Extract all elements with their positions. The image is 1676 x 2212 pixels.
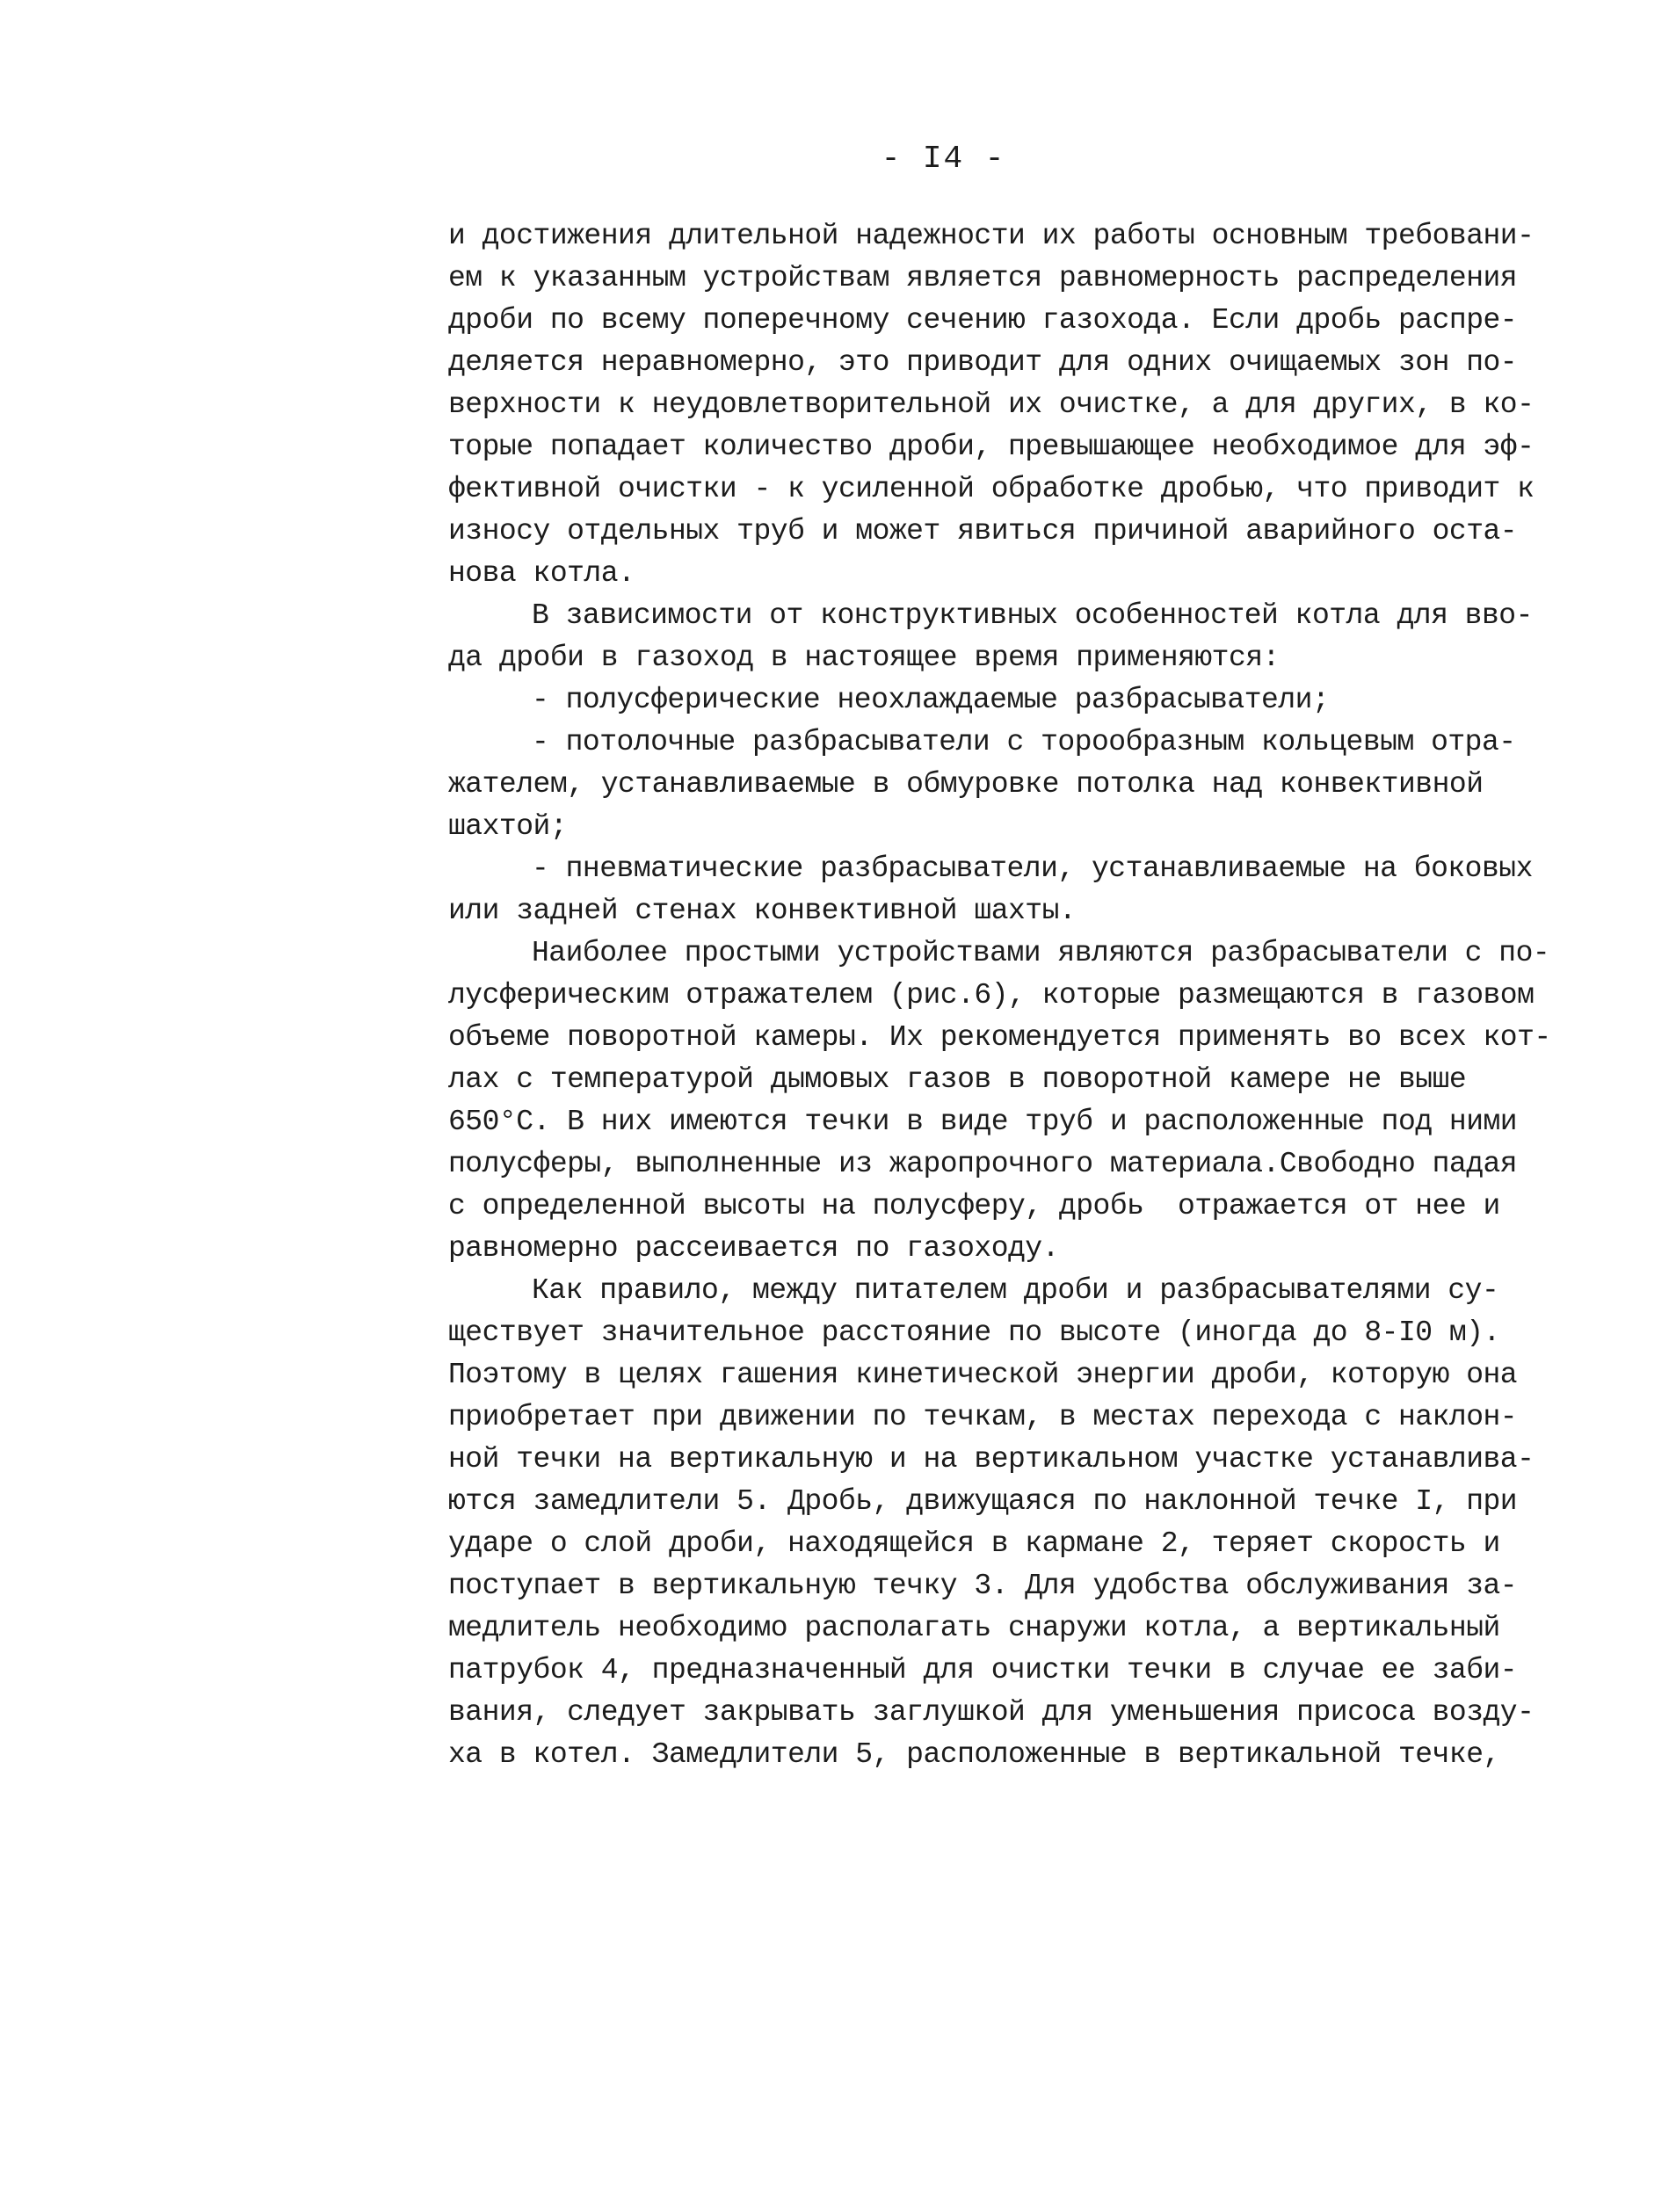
text-line: дроби по всему поперечному сечению газохода. Если дробь распре- xyxy=(448,304,1518,337)
text-line: 650°С. В них имеются течки в виде труб и расположенные под ними xyxy=(448,1106,1518,1138)
text-line: полусферы, выполненные из жаропрочного материала.Свободно падая xyxy=(448,1148,1518,1180)
text-line: В зависимости от конструктивных особенностей котла для вво- xyxy=(532,599,1533,632)
text-line: деляется неравномерно, это приводит для одних очищаемых зон по- xyxy=(448,346,1518,379)
text-line: жателем, устанавливаемые в обмуровке потолка над конвективной xyxy=(448,768,1484,801)
text-line: - пневматические разбрасыватели, устанавливаемые на боковых xyxy=(532,852,1533,885)
text-line: ной течки на вертикальную и на вертикальном участке устанавлива- xyxy=(448,1443,1535,1476)
text-line: приобретает при движении по течкам, в местах перехода с наклон- xyxy=(448,1401,1518,1433)
text-line: торые попадает количество дроби, превышающее необходимое для эф- xyxy=(448,431,1535,463)
page-number: - I4 - xyxy=(881,141,1006,177)
text-line: патрубок 4, предназначенный для очистки течки в случае ее заби- xyxy=(448,1654,1518,1686)
text-line: Как правило, между питателем дроби и разбрасывателями су- xyxy=(532,1274,1499,1307)
text-line: ществует значительное расстояние по высоте (иногда до 8-I0 м). xyxy=(448,1316,1500,1349)
text-line: и достижения длительной надежности их работы основным требовани- xyxy=(448,220,1535,252)
text-line: вания, следует закрывать заглушкой для уменьшения присоса возду- xyxy=(448,1696,1535,1729)
text-line: Поэтому в целях гашения кинетической энергии дроби, которую она xyxy=(448,1359,1518,1391)
text-line: поступает в вертикальную течку 3. Для удобства обслуживания за- xyxy=(448,1570,1518,1602)
text-line: - полусферические неохлаждаемые разбрасыватели; xyxy=(532,684,1330,716)
text-line: или задней стенах конвективной шахты. xyxy=(448,895,1077,927)
text-line: ются замедлители 5. Дробь, движущаяся по наклонной течке I, при xyxy=(448,1485,1518,1518)
text-line: - потолочные разбрасыватели с торообразным кольцевым отра- xyxy=(532,726,1516,758)
text-line: верхности к неудовлетворительной их очистке, а для других, в ко- xyxy=(448,388,1535,421)
text-line: нова котла. xyxy=(448,557,635,590)
text-line: ем к указанным устройствам является равномерность распределения xyxy=(448,262,1518,294)
text-line: медлитель необходимо располагать снаружи котла, а вертикальный xyxy=(448,1612,1500,1644)
text-line: шахтой; xyxy=(448,810,568,843)
text-line: да дроби в газоход в настоящее время применяются: xyxy=(448,642,1280,674)
text-line: с определенной высоты на полусферу, дробь отражается от нее и xyxy=(448,1190,1500,1222)
text-line: ха в котел. Замедлители 5, расположенные в вертикальной течке, xyxy=(448,1738,1500,1771)
text-line: равномерно рассеивается по газоходу. xyxy=(448,1232,1059,1265)
text-line: фективной очистки - к усиленной обработке дробью, что приводит к xyxy=(448,473,1535,505)
text-line: лах с температурой дымовых газов в поворотной камере не выше xyxy=(448,1063,1467,1096)
text-line: износу отдельных труб и может явиться причиной аварийного оста- xyxy=(448,515,1518,548)
text-line: объеме поворотной камеры. Их рекомендуется применять во всех кот- xyxy=(448,1021,1551,1054)
text-line: лусферическим отражателем (рис.6), которые размещаются в газовом xyxy=(448,979,1535,1012)
body-text xyxy=(448,215,1551,1776)
text-line: ударе о слой дроби, находящейся в кармане 2, теряет скорость и xyxy=(448,1527,1500,1560)
text-line: Наиболее простыми устройствами являются разбрасыватели с по- xyxy=(532,937,1550,969)
